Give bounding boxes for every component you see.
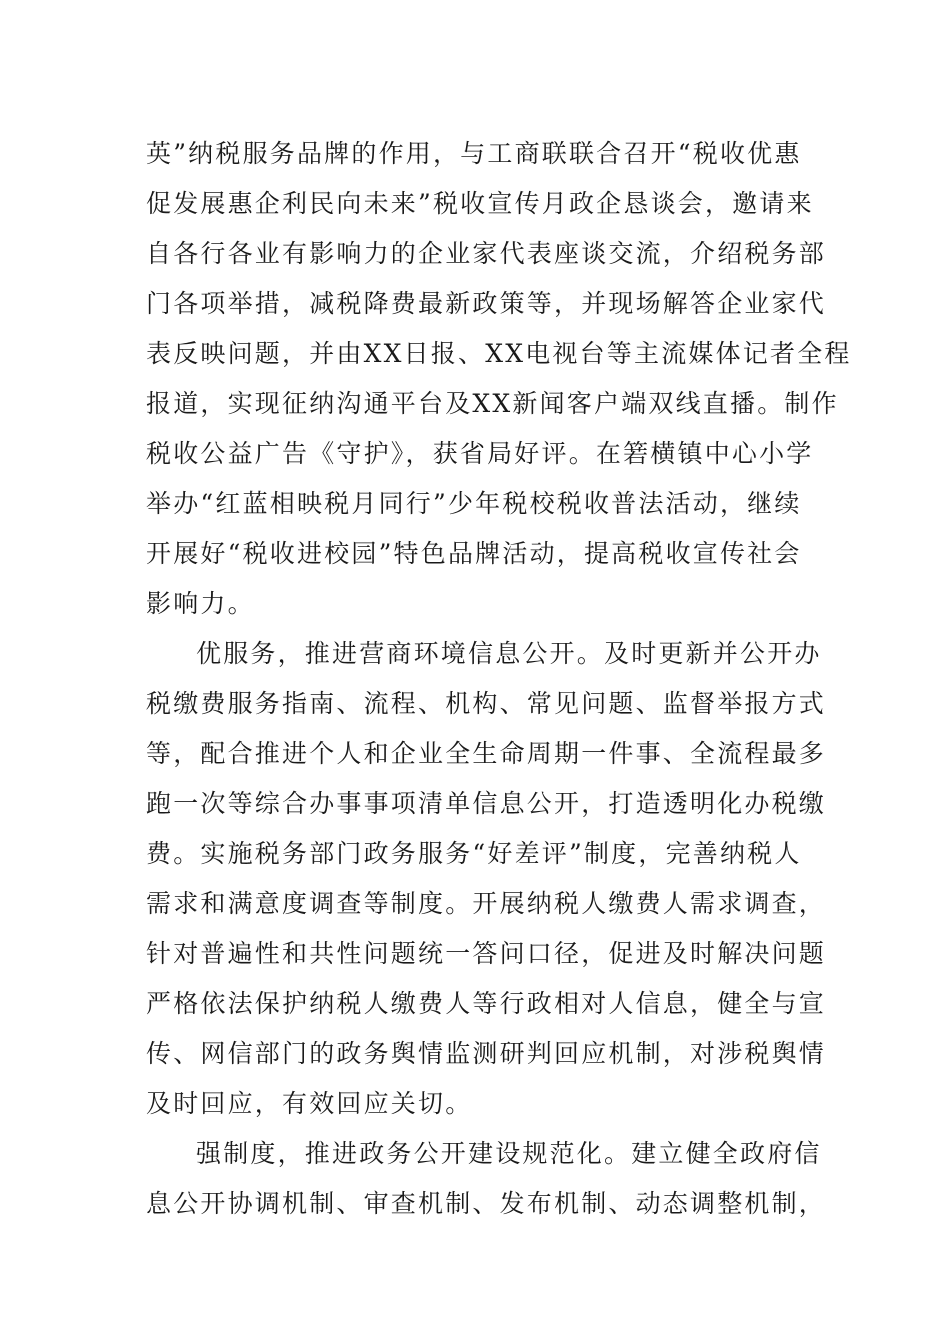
text-line: 促发展惠企利民向未来”税收宣传月政企恳谈会，邀请来 (146, 189, 814, 218)
text-line: 税收公益广告《守护》，获省局好评。在箬横镇中心小学 (146, 439, 814, 468)
text-line: 传、网信部门的政务舆情监测研判回应机制，对涉税舆情 (146, 1039, 827, 1068)
text-line: 费。实施税务部门政务服务“好差评”制度，完善纳税人 (146, 839, 802, 868)
text-line: 影响力。 (146, 589, 255, 618)
text-line: 自各行各业有影响力的企业家代表座谈交流，介绍税务部 (146, 239, 827, 268)
text-line: 税缴费服务指南、流程、机构、常见问题、监督举报方式 (146, 689, 827, 718)
text-line: 报道，实现征纳沟通平台及XX新闻客户端双线直播。制作 (146, 389, 839, 418)
text-line: 严格依法保护纳税人缴费人等行政相对人信息，健全与宣 (146, 989, 827, 1018)
text-line: 举办“红蓝相映税月同行”少年税校税收普法活动，继续 (146, 489, 802, 518)
text-line: 表反映问题，并由XX日报、XX电视台等主流媒体记者全程 (146, 339, 852, 368)
text-line: 开展好“税收进校园”特色品牌活动，提高税收宣传社会 (146, 539, 802, 568)
text-line: 息公开协调机制、审查机制、发布机制、动态调整机制， (146, 1189, 827, 1218)
text-line: 英”纳税服务品牌的作用，与工商联联合召开“税收优惠 (146, 139, 802, 168)
text-line: 针对普遍性和共性问题统一答问口径，促进及时解决问题 (146, 939, 827, 968)
text-line: 优服务，推进营商环境信息公开。及时更新并公开办 (196, 639, 822, 668)
text-line: 等，配合推进个人和企业全生命周期一件事、全流程最多 (146, 739, 827, 768)
text-line: 强制度，推进政务公开建设规范化。建立健全政府信 (196, 1139, 822, 1168)
text-line: 门各项举措，减税降费最新政策等，并现场解答企业家代 (146, 289, 827, 318)
text-line: 跑一次等综合办事事项清单信息公开，打造透明化办税缴 (146, 789, 827, 818)
text-line: 及时回应，有效回应关切。 (146, 1089, 473, 1118)
text-line: 需求和满意度调查等制度。开展纳税人缴费人需求调查， (146, 889, 827, 918)
